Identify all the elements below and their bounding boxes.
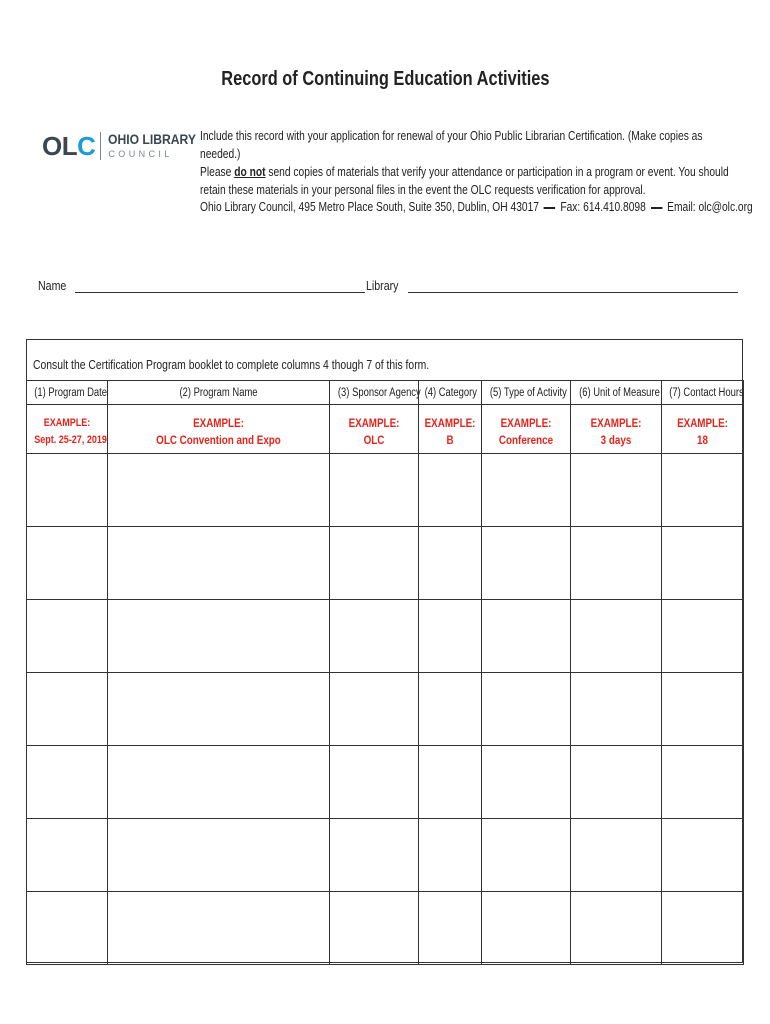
intro-line-2: Please do not send copies of materials that verify your attendance or participation in a program or event. You should retain these materials in your personal files in the event the OLC requests verification for approval.: [200, 165, 729, 197]
intro-line-1: Include this record with your application for renewal of your Ohio Public Librarian Certification. (Make copies as needed.): [200, 129, 703, 161]
entry-cell[interactable]: [482, 892, 571, 965]
col-header: (5) Type of Activity: [482, 381, 571, 405]
entry-cell[interactable]: [482, 600, 571, 673]
table-row: [27, 892, 744, 965]
entry-cell[interactable]: [419, 454, 482, 527]
intro-text: [200, 127, 733, 199]
library-label: Library: [366, 279, 399, 293]
address-email: Email: olc@olc.org: [667, 200, 753, 214]
entry-cell[interactable]: [571, 527, 662, 600]
entry-cell[interactable]: [571, 819, 662, 892]
entry-cell[interactable]: [482, 819, 571, 892]
entry-cell[interactable]: [27, 454, 108, 527]
example-cell: EXAMPLE: Sept. 25-27, 2019: [27, 405, 108, 454]
col-header: (2) Program Name: [108, 381, 330, 405]
entry-cell[interactable]: [108, 746, 330, 819]
entry-cell[interactable]: [27, 527, 108, 600]
logo-sub: COUNCIL: [108, 148, 173, 159]
col-header: (6) Unit of Measure: [571, 381, 662, 405]
col-header: (7) Contact Hours: [662, 381, 744, 405]
entry-cell[interactable]: [419, 673, 482, 746]
entry-cell[interactable]: [330, 454, 419, 527]
entry-cell[interactable]: [330, 673, 419, 746]
example-row: [27, 405, 744, 454]
entry-cell[interactable]: [330, 600, 419, 673]
entry-cell[interactable]: [330, 746, 419, 819]
col-header: (4) Category: [419, 381, 482, 405]
entry-cell[interactable]: [571, 892, 662, 965]
table-row: [27, 527, 744, 600]
entry-cell[interactable]: [419, 746, 482, 819]
entry-cell[interactable]: [330, 527, 419, 600]
entry-cell[interactable]: [27, 673, 108, 746]
entry-cell[interactable]: [482, 527, 571, 600]
entry-cell[interactable]: [108, 673, 330, 746]
contact-address: [200, 200, 753, 214]
activities-grid: [26, 380, 744, 965]
name-label: Name: [38, 279, 67, 293]
entry-cell[interactable]: [330, 819, 419, 892]
table-row: [27, 673, 744, 746]
entry-cell[interactable]: [330, 892, 419, 965]
entry-cell[interactable]: [571, 600, 662, 673]
logo-divider: [100, 132, 101, 160]
entry-cell[interactable]: [571, 454, 662, 527]
table-row: [27, 600, 744, 673]
example-cell: EXAMPLE: OLC: [330, 405, 419, 454]
entry-cell[interactable]: [482, 454, 571, 527]
table-row: [27, 819, 744, 892]
entry-cell[interactable]: [108, 527, 330, 600]
col-header: (1) Program Date: [27, 381, 108, 405]
entry-cell[interactable]: [108, 892, 330, 965]
entry-cell[interactable]: [419, 527, 482, 600]
logo-mark: OLC: [42, 131, 96, 161]
address-fax: Fax: 614.410.8098: [560, 200, 646, 214]
name-line[interactable]: [75, 280, 365, 293]
entry-cell[interactable]: [571, 673, 662, 746]
header-row: [27, 381, 744, 405]
entry-cell[interactable]: [662, 819, 744, 892]
entry-cell[interactable]: [662, 892, 744, 965]
entry-cell[interactable]: [27, 746, 108, 819]
name-field[interactable]: [38, 279, 365, 293]
consult-note: Consult the Certification Program booklet to complete columns 4 though 7 of this form.: [33, 358, 430, 372]
entry-cell[interactable]: [662, 673, 744, 746]
entry-cell[interactable]: [419, 892, 482, 965]
entry-cell[interactable]: [662, 600, 744, 673]
entry-cell[interactable]: [27, 600, 108, 673]
library-line[interactable]: [408, 280, 738, 293]
entry-cell[interactable]: [482, 673, 571, 746]
entry-cell[interactable]: [27, 892, 108, 965]
entry-cell[interactable]: [571, 746, 662, 819]
library-field[interactable]: [366, 279, 738, 293]
entry-cell[interactable]: [662, 527, 744, 600]
table-row: [27, 746, 744, 819]
example-cell: EXAMPLE: OLC Convention and Expo: [108, 405, 330, 454]
entry-cell[interactable]: [419, 600, 482, 673]
example-cell: EXAMPLE: 18: [662, 405, 744, 454]
entry-cell[interactable]: [419, 819, 482, 892]
activities-table: [26, 339, 743, 963]
example-cell: EXAMPLE: Conference: [482, 405, 571, 454]
entry-cell[interactable]: [108, 600, 330, 673]
entry-cell[interactable]: [27, 819, 108, 892]
entry-cell[interactable]: [662, 746, 744, 819]
logo-name: OHIO LIBRARY: [108, 132, 197, 148]
table-row: [27, 454, 744, 527]
example-cell: EXAMPLE: B: [419, 405, 482, 454]
address-org: Ohio Library Council, 495 Metro Place South, Suite 350, Dublin, OH 43017: [200, 200, 540, 214]
example-cell: EXAMPLE: 3 days: [571, 405, 662, 454]
entry-cell[interactable]: [662, 454, 744, 527]
entry-cell[interactable]: [108, 454, 330, 527]
page-title: Record of Continuing Education Activities: [221, 68, 550, 90]
entry-cell[interactable]: [482, 746, 571, 819]
entry-cell[interactable]: [108, 819, 330, 892]
col-header: (3) Sponsor Agency: [330, 381, 419, 405]
olc-logo: [42, 128, 206, 164]
do-not-emphasis: do not: [234, 165, 266, 179]
